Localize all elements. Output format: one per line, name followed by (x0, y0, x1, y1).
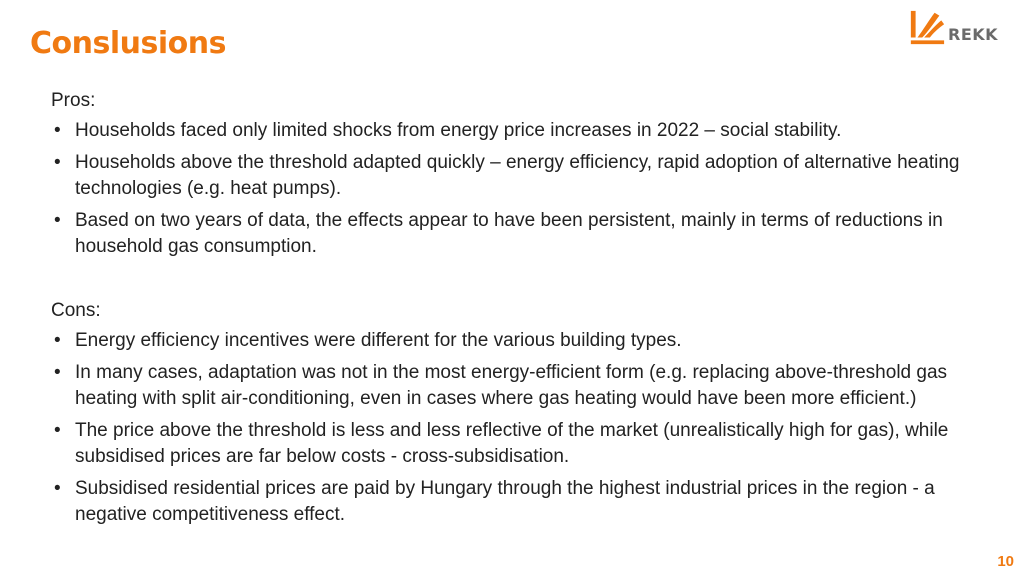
bullet: • (54, 362, 61, 383)
list-item-text: Subsidised residential prices are paid by Hungary through the highest industrial prices in the region - a negative competitiveness effect. (75, 478, 935, 525)
page-number: 10 (997, 553, 1014, 570)
logo-text: REKK (948, 24, 999, 44)
list-item-text: In many cases, adaptation was not in the most energy-efficient form (e.g. replacing above-threshold gas heating with split air-conditioning, even in cases where gas heating would have been more efficient.) (75, 362, 948, 409)
bullet: • (54, 210, 61, 231)
list-item (51, 208, 971, 260)
cons-list (51, 328, 971, 528)
list-item (51, 118, 971, 144)
list-item-text: Based on two years of data, the effects appear to have been persistent, mainly in terms of reductions in household gas consumption. (75, 210, 943, 257)
pros-heading: Pros: (51, 90, 96, 111)
bullet: • (54, 330, 61, 351)
rekk-logo (908, 8, 1020, 48)
list-item (51, 360, 971, 412)
list-item-text: Households above the threshold adapted quickly – energy efficiency, rapid adoption of alternative heating technologies (e.g. heat pumps). (75, 152, 960, 199)
list-item (51, 418, 971, 470)
slide-content (51, 88, 971, 534)
list-item-text: Energy efficiency incentives were different for the various building types. (75, 330, 682, 351)
bullet: • (54, 478, 61, 499)
bullet: • (54, 120, 61, 141)
pros-list (51, 118, 971, 260)
cons-heading: Cons: (51, 300, 101, 321)
list-item-text: Households faced only limited shocks from energy price increases in 2022 – social stability. (75, 120, 842, 141)
rekk-logo-icon (908, 9, 946, 47)
list-item (51, 150, 971, 202)
slide-title: Conslusions (30, 26, 226, 61)
bullet: • (54, 420, 61, 441)
bullet: • (54, 152, 61, 173)
list-item-text: The price above the threshold is less and less reflective of the market (unrealistically high for gas), while subsidised prices are far below costs - cross-subsidisation. (75, 420, 949, 467)
list-item (51, 328, 971, 354)
list-item (51, 476, 971, 528)
